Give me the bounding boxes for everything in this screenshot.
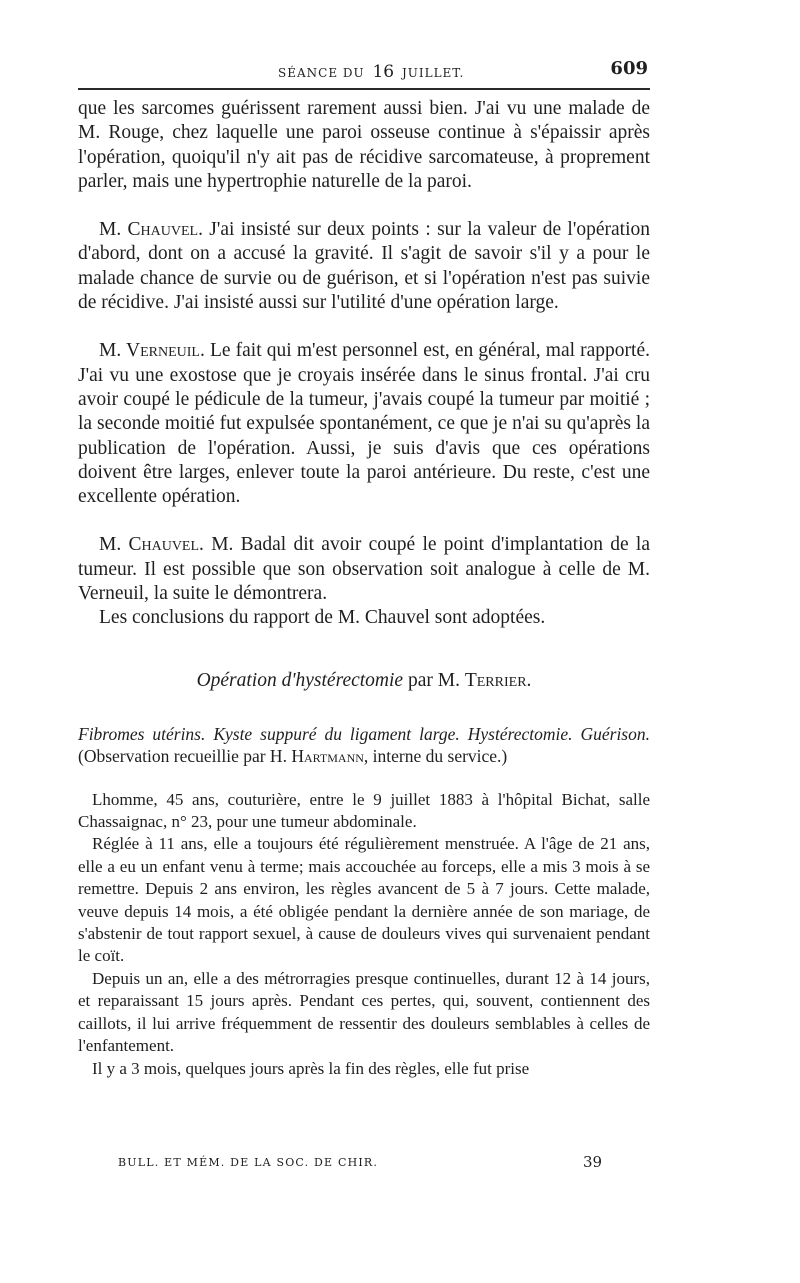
signature-mark: 39 [583, 1153, 603, 1171]
journal-name: BULL. ET MÉM. DE LA SOC. DE CHIR. [118, 1156, 379, 1169]
observation-paragraph: Il y a 3 mois, quelques jours après la fin des règles, elle fut prise [92, 1058, 530, 1078]
page-number: 609 [610, 58, 648, 79]
page-header [78, 58, 648, 84]
paragraph-continuation: que les sarcomes guérissent rarement aussi bien. J'ai vu une malade de M. Rouge, chez laquelle une paroi osseuse continue à s'épaissir après l'opération, quoiqu'il n'y ait pas de récidive sarcomateuse, à proprement parler, mais une hypertrophie naturelle de la paroi. [78, 98, 650, 192]
section-subtitle: Fibromes utérins. Kyste suppuré du ligament large. Hystérectomie. Guérison. (Observation recueillie par H. Hartmann, interne du service.) [78, 723, 650, 766]
paragraph-chauvel-1: M. Chauvel. J'ai insisté sur deux points : sur la valeur de l'opération d'abord, dont on a accusé la gravité. Il s'agit de savoir s'il y a pour le malade chance de survie ou de guérison, et si l'opération n'est pas suivie de récidive. J'ai insisté aussi sur l'utilité d'une opération large. [78, 219, 650, 314]
header-rule [78, 88, 650, 90]
paragraph-chauvel-2: M. Chauvel. M. Badal dit avoir coupé le point d'implantation de la tumeur. Il est possible que son observation soit analogue à celle de M. Verneuil, la suite le démontrera. [78, 534, 651, 605]
observation-paragraph: Réglée à 11 ans, elle a toujours été régulièrement menstruée. A l'âge de 21 ans, elle a eu un enfant venu à terme; mais accouchée au forceps, elle a mis 3 mois à se remettre. Depuis 2 ans environ, les règles avancent de 5 à 7 jours. Cette malade, veuve depuis 14 mois, a été obligée pendant la dernière année de son mariage, de s'abstenir de tout rapport sexuel, à cause de douleurs vives qui survenaient pendant le coït. [78, 834, 650, 966]
observation-paragraph: Depuis un an, elle a des métrorragies presque continuelles, durant 12 à 14 jours, et reparaissant 15 jours après. Pendant ces pertes, qui, souvent, contiennent des caillots, il lui arrive fréquemment de ressentir des douleurs semblables à celles de l'enfantement. [78, 968, 650, 1056]
main-text [78, 97, 650, 1080]
paragraph-verneuil: M. Verneuil. Le fait qui m'est personnel est, en général, mal rapporté. J'ai vu une exostose que je croyais insérée dans le sinus frontal. J'ai cru avoir coupé le pédicule de la tumeur, j'avais coupé la tumeur par moitié ; la seconde moitié fut expulsée spontanément, ce que je n'ai su qu'après la publication de l'opération. Aussi, je suis d'avis que ces opérations doivent être larges, enlever toute la paroi antérieure. Du reste, c'est une excellente opération. [78, 340, 651, 508]
running-title: SÉANCE DU 16 JUILLET. [278, 62, 465, 82]
section-title: Opération d'hystérectomie par M. Terrier. [196, 669, 532, 691]
paragraph-conclusions: Les conclusions du rapport de M. Chauvel sont adoptées. [99, 607, 546, 629]
page-footer [78, 1153, 650, 1173]
speaker-name: M. Verneuil. [99, 340, 205, 362]
observation-text [78, 789, 650, 1080]
observation-paragraph: Lhomme, 45 ans, couturière, entre le 9 juillet 1883 à l'hôpital Bichat, salle Chassaignac, n° 23, pour une tumeur abdominale. [78, 789, 650, 832]
speaker-name: M. Chauvel. [99, 534, 204, 556]
speaker-name: M. Chauvel. [99, 219, 203, 241]
